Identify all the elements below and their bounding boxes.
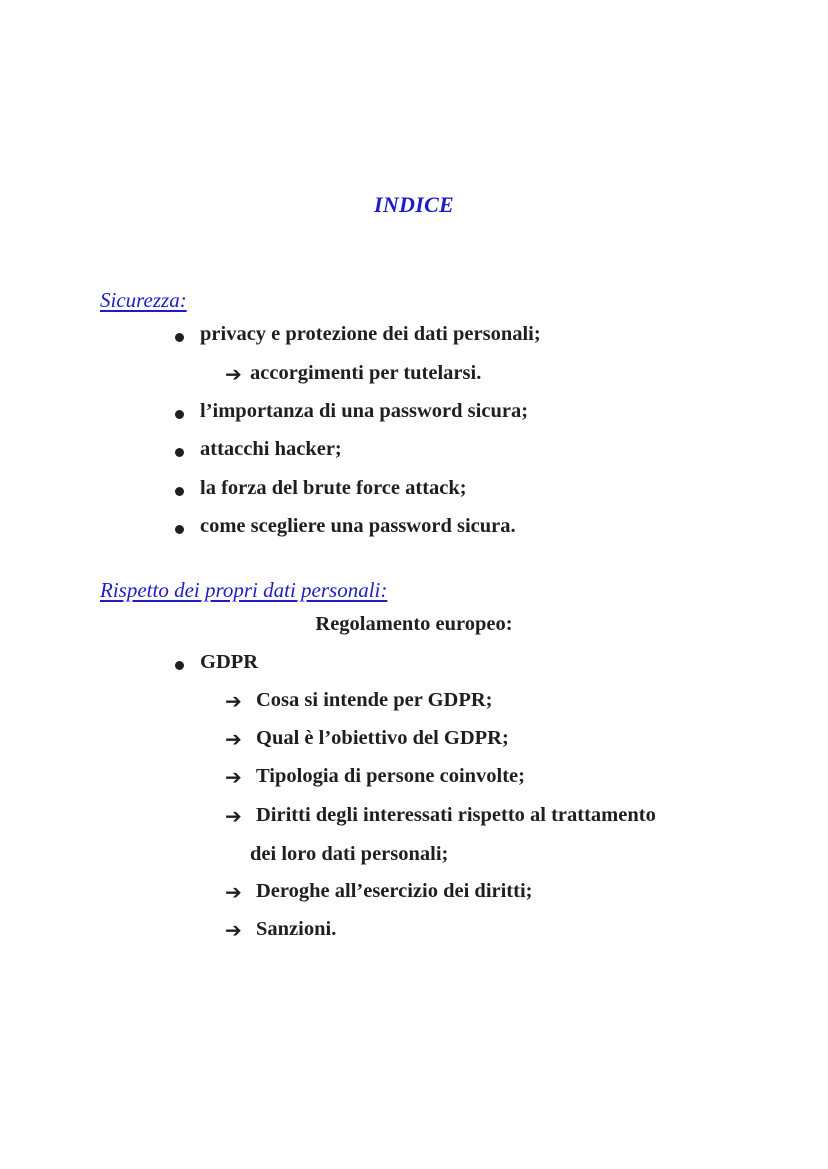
list-item: GDPR — [200, 651, 259, 673]
arrow-right-icon: ➔ — [225, 765, 242, 789]
bullet-icon — [175, 410, 184, 419]
arrow-right-icon: ➔ — [225, 727, 242, 751]
bullet-icon — [175, 333, 184, 342]
list-item: privacy e protezione dei dati personali; — [200, 323, 541, 345]
arrow-right-icon: ➔ — [225, 362, 242, 386]
sub-list-item: Qual è l’obiettivo del GDPR; — [256, 727, 509, 749]
sub-list-item: Diritti degli interessati rispetto al trattamento — [256, 804, 656, 826]
sub-list-item: Tipologia di persone coinvolte; — [256, 765, 525, 787]
list-item: come scegliere una password sicura. — [200, 515, 516, 537]
section-subtitle: Regolamento europeo: — [315, 613, 513, 635]
list-item: la forza del brute force attack; — [200, 477, 467, 499]
bullet-icon — [175, 525, 184, 534]
arrow-right-icon: ➔ — [225, 918, 242, 942]
sub-list-item: Cosa si intende per GDPR; — [256, 689, 493, 711]
sub-list-item-continuation: dei loro dati personali; — [250, 843, 449, 865]
bullet-icon — [175, 661, 184, 670]
arrow-right-icon: ➔ — [225, 804, 242, 828]
bullet-icon — [175, 487, 184, 496]
sub-list-item: accorgimenti per tutelarsi. — [250, 362, 482, 384]
section-heading-sicurezza: Sicurezza: — [100, 288, 187, 312]
section-heading-rispetto: Rispetto dei propri dati personali: — [100, 578, 388, 602]
arrow-right-icon: ➔ — [225, 689, 242, 713]
list-item: l’importanza di una password sicura; — [200, 400, 529, 422]
bullet-icon — [175, 448, 184, 457]
sub-list-item: Deroghe all’esercizio dei diritti; — [256, 880, 533, 902]
page-title: INDICE — [373, 192, 455, 217]
sub-list-item: Sanzioni. — [256, 918, 337, 940]
list-item: attacchi hacker; — [200, 438, 342, 460]
arrow-right-icon: ➔ — [225, 880, 242, 904]
